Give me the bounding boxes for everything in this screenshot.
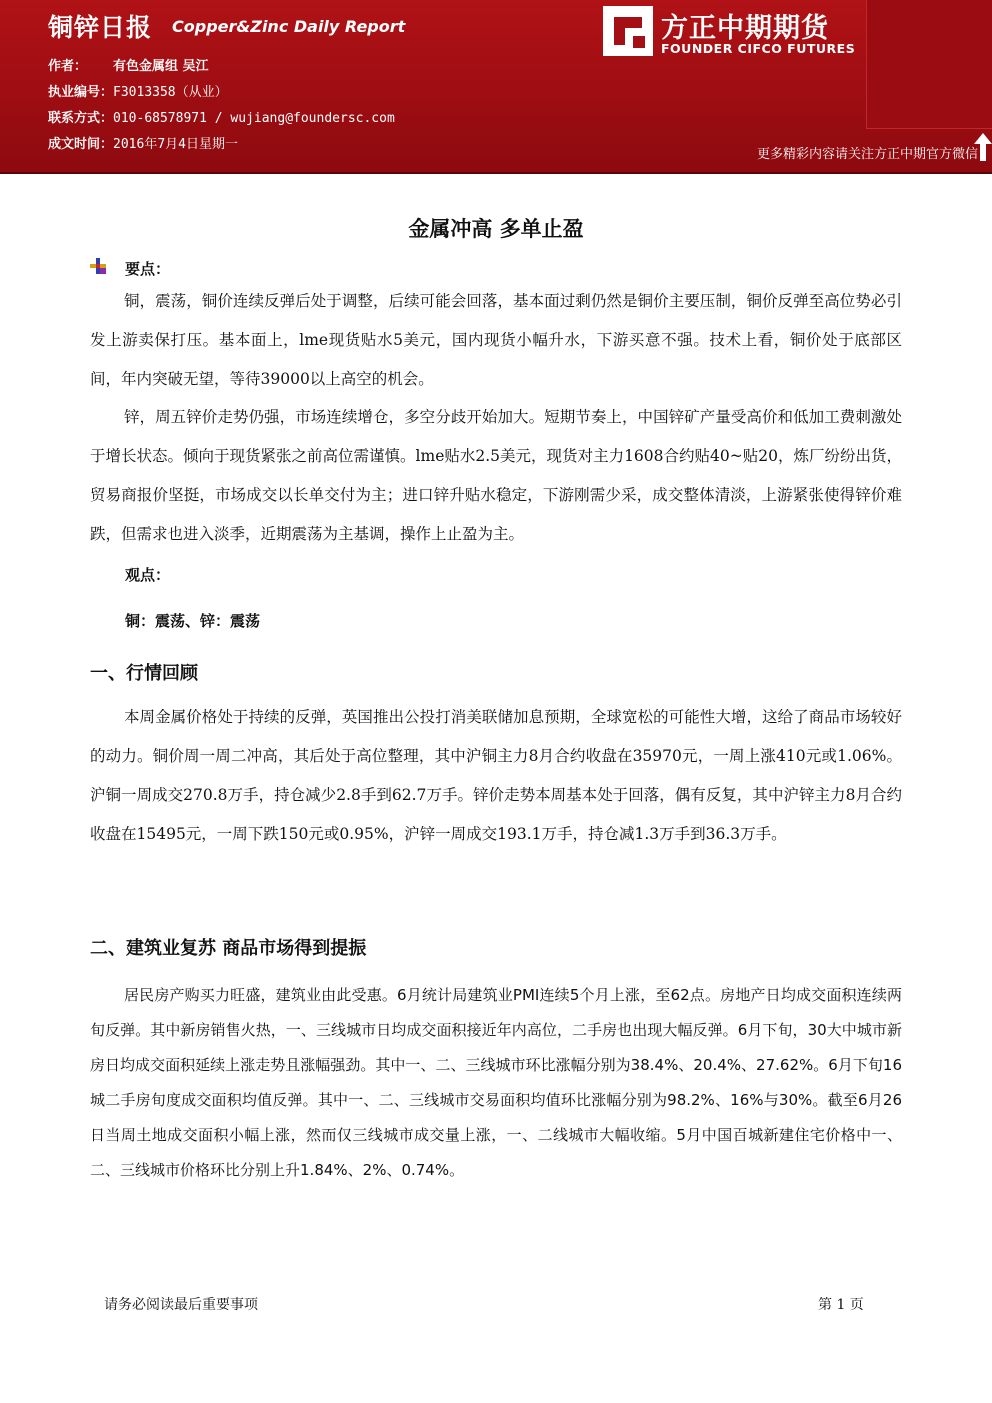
license-value: F3013358（从业） (113, 85, 228, 100)
date-label: 成文时间： (48, 137, 114, 152)
date-row (48, 133, 238, 152)
follow-wechat-text: 更多精彩内容请关注方正中期官方微信 (756, 147, 978, 162)
author-row (48, 55, 209, 74)
contact-label: 联系方式： (48, 111, 114, 126)
company-logo (603, 6, 859, 64)
bullet-icon (90, 258, 106, 274)
view-label: 观点： (125, 566, 171, 584)
qr-code-box (866, 0, 992, 129)
page-number: 第 1 页 (818, 1297, 864, 1313)
arrow-up-icon (974, 133, 992, 161)
header-divider (0, 172, 992, 174)
report-header (0, 0, 992, 172)
author-label: 作者： (48, 59, 88, 74)
logo-text-cn: 方正中期期货 (661, 13, 829, 44)
key-paragraph-zinc: 锌，周五锌价走势仍强，市场连续增仓，多空分歧开始加大。短期节奏上，中国锌矿产量受高价和低加工费刺激处于增长状态。倾向于现货紧张之前高位需谨慎。lme贴水2.5美元，现货对主力1608合约贴40~贴20，炼厂纷纷出货，贸易商报价坚挺，市场成交以长单交付为主；进口锌升贴水稳定，下游刚需少采，成交整体清淡，上游紧张使得锌价难跌，但需求也进入淡季，近期震荡为主基调，操作上止盈为主。 (90, 408, 902, 543)
license-label: 执业编号： (48, 85, 114, 100)
document-title: 金属冲高 多单止盈 (408, 217, 584, 241)
key-paragraph-copper: 铜，震荡，铜价连续反弹后处于调整，后续可能会回落，基本面过剩仍然是铜价主要压制，铜价反弹至高位势必引发上游卖保打压。基本面上，lme现货贴水5美元，国内现货小幅升水，下游买意不强。技术上看，铜价处于底部区间，年内突破无望，等待39000以上高空的机会。 (90, 292, 902, 388)
author-value: 有色金属组 吴江 (113, 59, 209, 74)
section-2-heading: 二、建筑业复苏 商品市场得到提振 (90, 938, 367, 959)
license-row (48, 81, 228, 100)
section-1-paragraph: 本周金属价格处于持续的反弹，英国推出公投打消美联储加息预期，全球宽松的可能性大增，这给了商品市场较好的动力。铜价周一周二冲高，其后处于高位整理，其中沪铜主力8月合约收盘在35970元，一周上涨410元或1.06%。沪铜一周成交270.8万手，持仓减少2.8手到62.7万手。锌价走势本周基本处于回落，偶有反复，其中沪锌主力8月合约收盘在15495元，一周下跌150元或0.95%，沪锌一周成交193.1万手，持仓减1.3万手到36.3万手。 (90, 708, 902, 843)
logo-text-en: FOUNDER CIFCO FUTURES (661, 41, 856, 56)
section-2-paragraph: 居民房产购买力旺盛，建筑业由此受惠。6月统计局建筑业PMI连续5个月上涨，至62点。房地产日均成交面积连续两旬反弹。其中新房销售火热，一、三线城市日均成交面积接近年内高位，二手房也出现大幅反弹。6月下旬，30大中城市新房日均成交面积延续上涨走势且涨幅强劲。其中一、二、三线城市环比涨幅分别为38.4%、20.4%、27.62%。6月下旬16城二手房旬度成交面积均值反弹。其中一、二、三线城市交易面积均值环比涨幅分别为98.2%、16%与30%。截至6月26日当周土地成交面积小幅上涨，然而仅三线城市成交量上涨，一、二线城市大幅收缩。5月中国百城新建住宅价格中一、二、三线城市价格环比分别上升1.84%、2%、0.74%。 (90, 986, 902, 1179)
view-text: 铜：震荡、锌：震荡 (125, 612, 261, 630)
contact-row (48, 107, 395, 126)
footer-notice: 请务必阅读最后重要事项 (104, 1297, 258, 1313)
report-title-cn: 铜锌日报 (48, 13, 153, 42)
report-title-en: Copper&Zinc Daily Report (172, 17, 406, 36)
date-value: 2016年7月4日星期一 (113, 137, 238, 152)
logo-mark-icon (603, 6, 653, 56)
section-1-heading: 一、行情回顾 (90, 663, 198, 684)
key-points-label: 要点： (125, 260, 171, 278)
contact-value: 010-68578971 / wujiang@foundersc.com (113, 111, 395, 126)
